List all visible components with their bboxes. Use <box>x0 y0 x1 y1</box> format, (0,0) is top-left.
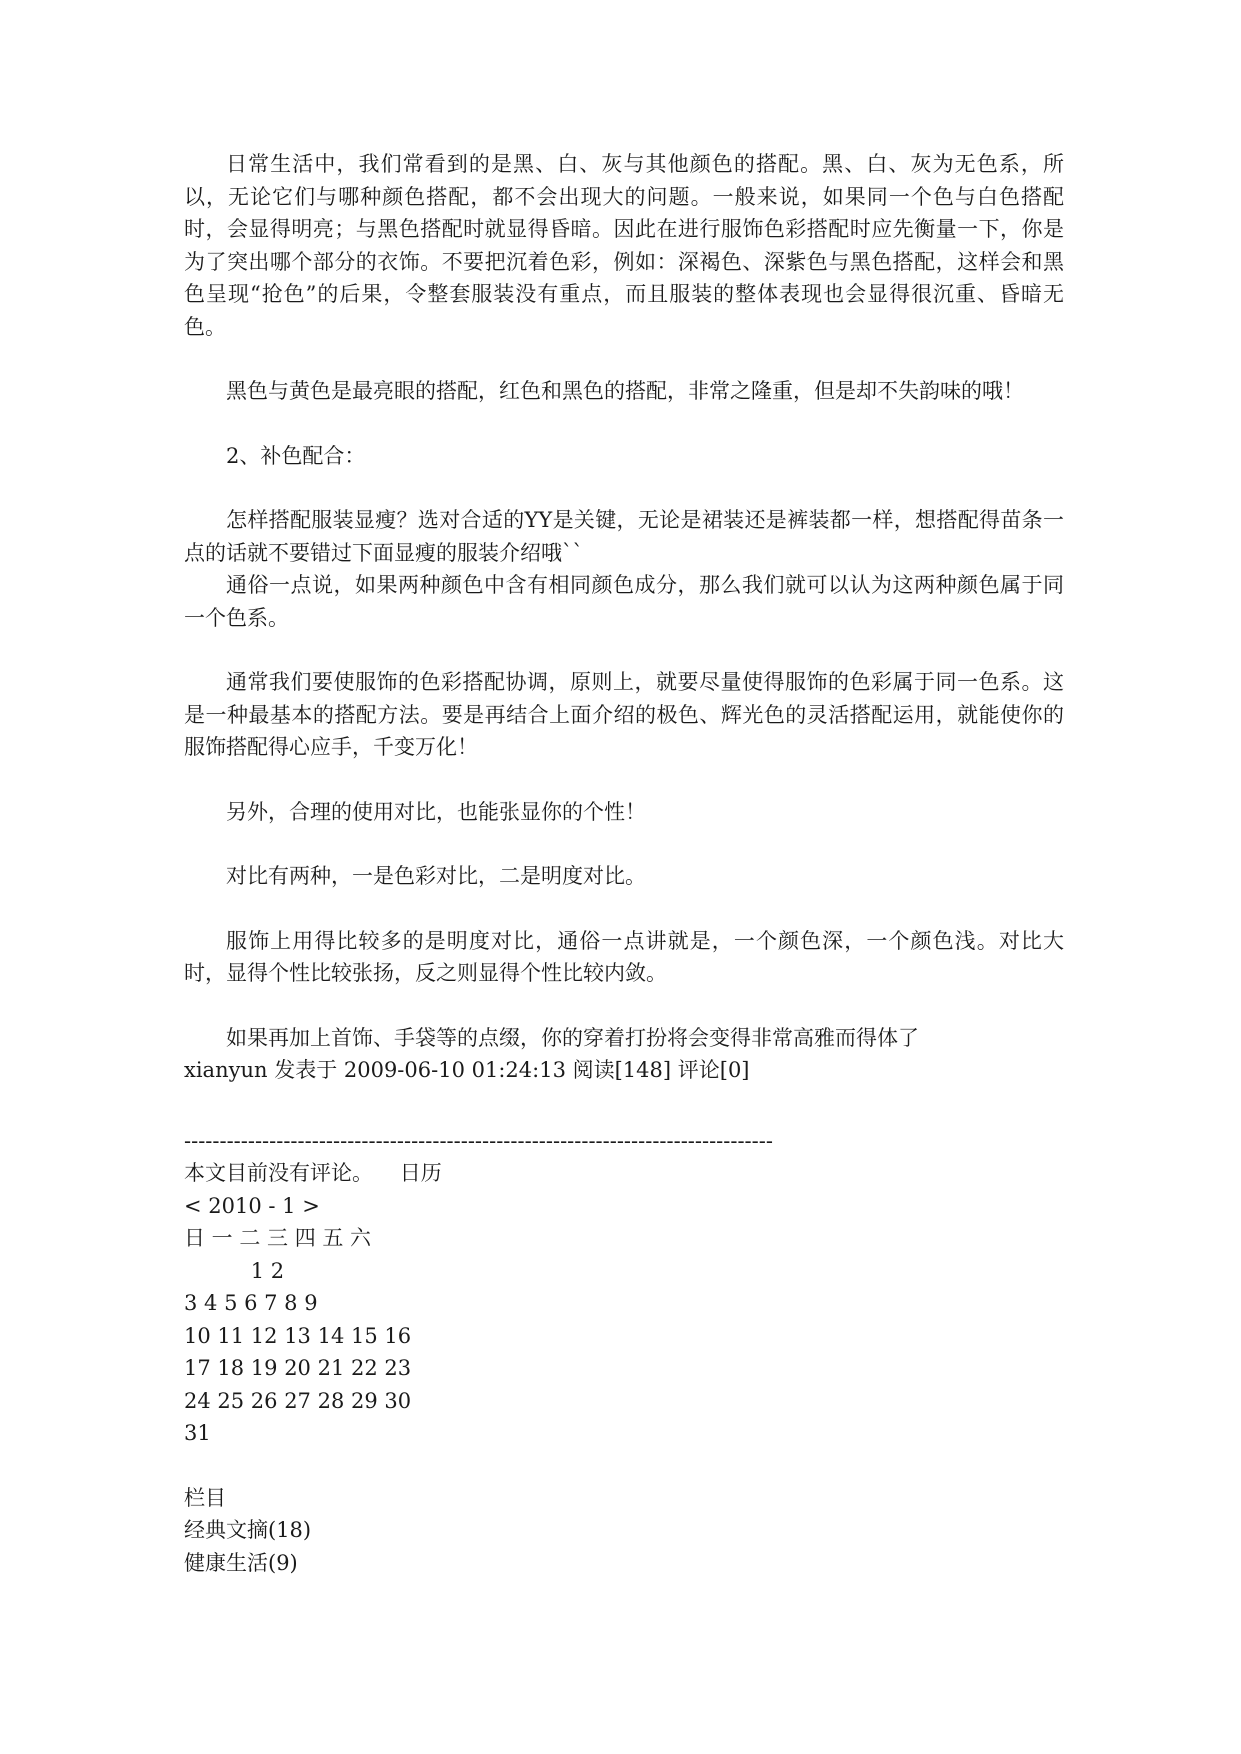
calendar-week[interactable]: 10 11 12 13 14 15 16 <box>184 1323 412 1348</box>
calendar-week[interactable]: 3 4 5 6 7 8 9 <box>184 1291 318 1315</box>
categories-title: 栏目 <box>184 1485 226 1510</box>
category-link[interactable]: 健康生活(9) <box>184 1550 298 1575</box>
article-paragraph-8: 服饰上用得比较多的是明度对比，通俗一点讲就是，一个颜色深，一个颜色浅。对比大时，显得个性比较张扬，反之则显得个性比较内敛。 <box>184 928 1064 985</box>
calendar-week[interactable]: 1 2 <box>184 1258 285 1283</box>
category-link[interactable]: 经典文摘(18) <box>184 1518 312 1542</box>
article-paragraph-5: 通常我们要使服饰的色彩搭配协调，原则上，就要尽量使得服饰的色彩属于同一色系。这是一种最基本的搭配方法。要是再结合上面介绍的极色、辉光色的灵活搭配运用，就能使你的服饰搭配得心应手，千变万化！ <box>184 670 1064 759</box>
calendar-week[interactable]: 24 25 26 27 28 29 30 <box>184 1388 412 1413</box>
calendar-nav[interactable]: < 2010 - 1 > <box>184 1193 320 1218</box>
article-paragraph-2: 黑色与黄色是最亮眼的搭配，红色和黑色的搭配，非常之隆重，但是却不失韵味的哦！ <box>226 379 1024 403</box>
article-paragraph-1: 日常生活中，我们常看到的是黑、白、灰与其他颜色的搭配。黑、白、灰为无色系，所以，无论它们与哪种颜色搭配，都不会出现大的问题。一般来说，如果同一个色与白色搭配时，会显得明亮；与黑色搭配时就显得昏暗。因此在进行服饰色彩搭配时应先衡量一下，你是为了突出哪个部分的衣饰。不要把沉着色彩，例如：深褐色、深紫色与黑色搭配，这样会和黑色呈现“抢色”的后果，令整套服装没有重点，而且服装的整体表现也会显得很沉重、昏暗无色。 <box>184 152 1064 339</box>
calendar-label: 日历 <box>399 1161 442 1185</box>
article-paragraph-7: 对比有两种，一是色彩对比，二是明度对比。 <box>226 864 646 888</box>
calendar-week[interactable]: 31 <box>184 1421 211 1445</box>
document-page <box>184 148 1064 1579</box>
calendar-week[interactable]: 17 18 19 20 21 22 23 <box>184 1356 412 1380</box>
article-paragraph-4: 通俗一点说，如果两种颜色中含有相同颜色成分，那么我们就可以认为这两种颜色属于同一个色系。 <box>184 573 1064 630</box>
no-comments-text: 本文目前没有评论。 <box>184 1161 373 1185</box>
article-paragraph-3: 怎样搭配服装显瘦？选对合适的YY是关键，无论是裙装还是裤装都一样，想搭配得苗条一点的话就不要错过下面显瘦的服装介绍哦`` <box>184 508 1064 565</box>
article-paragraph-6: 另外，合理的使用对比，也能张显你的个性！ <box>226 799 646 824</box>
section-heading: 2、补色配合： <box>226 443 366 468</box>
comments-row <box>184 1157 1064 1190</box>
post-meta: xianyun 发表于 2009-06-10 01:24:13 阅读[148] 评论[0] <box>184 1058 750 1082</box>
divider-line: ----------------------------------------------------------------------------------- <box>184 1128 773 1153</box>
article-paragraph-9: 如果再加上首饰、手袋等的点缀，你的穿着打扮将会变得非常高雅而得体了 <box>226 1025 919 1050</box>
calendar-weekdays: 日 一 二 三 四 五 六 <box>184 1226 372 1250</box>
